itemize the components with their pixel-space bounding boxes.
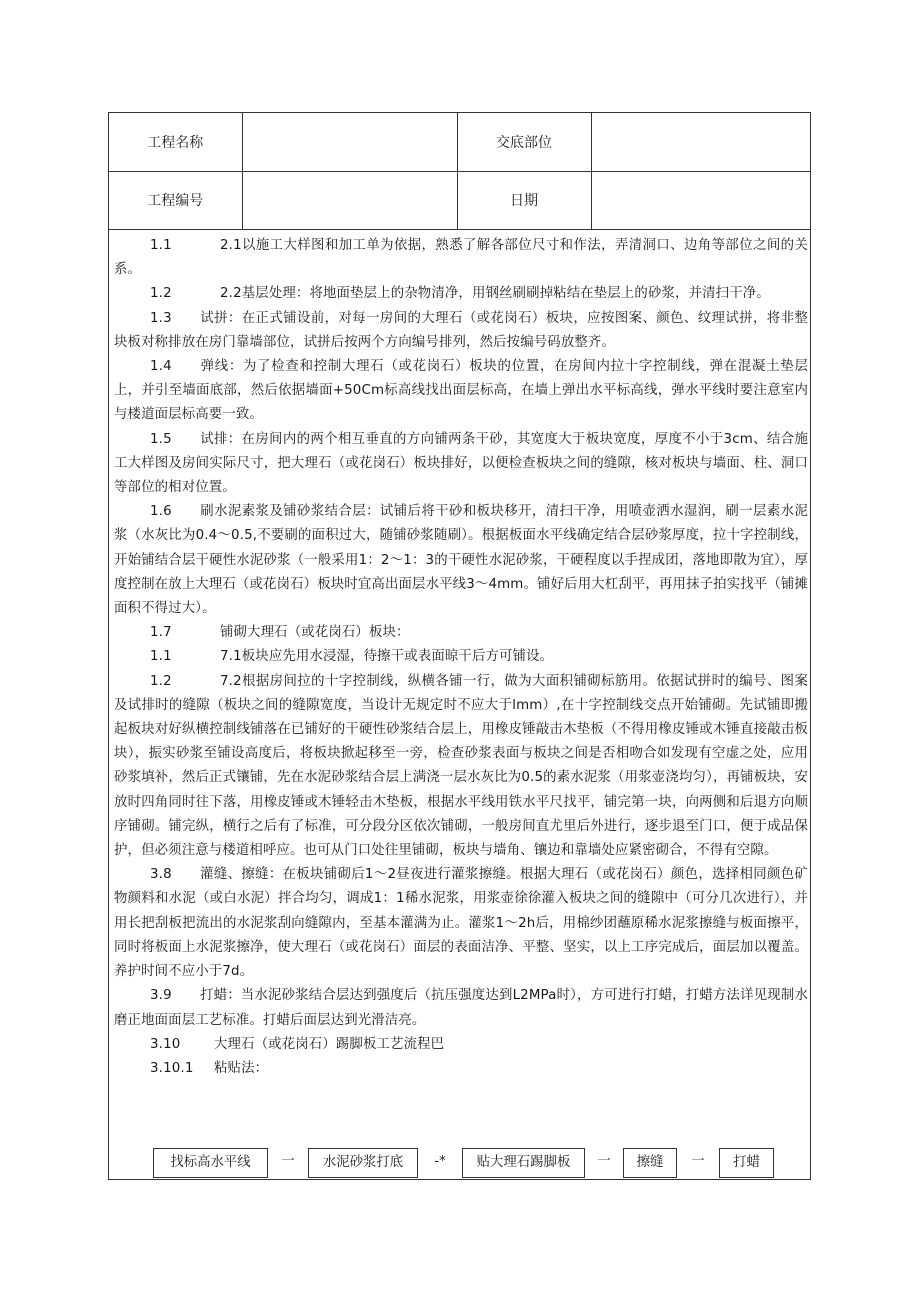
disclosure-location-value[interactable] bbox=[591, 113, 810, 171]
paragraph-text: 基层处理：将地面垫层上的杂物清净，用钢丝刷刷掉粘结在垫层上的砂浆，并清扫干净。 bbox=[241, 286, 770, 302]
flow-step-waxing: 打蜡 bbox=[719, 1148, 774, 1178]
project-name-label: 工程名称 bbox=[109, 113, 242, 171]
clause-number: 1.3 bbox=[150, 310, 172, 326]
paragraph bbox=[114, 863, 808, 984]
paragraph-text: 粘贴法： bbox=[214, 1060, 269, 1076]
paragraph bbox=[114, 500, 808, 621]
clause-number: 1.7 bbox=[150, 625, 172, 641]
paragraph bbox=[114, 1057, 808, 1081]
clause-number: 1.1 bbox=[150, 649, 172, 665]
paragraph-text: 打蜡：当水泥砂浆结合层达到强度后（抗压强度达到L2MPa时），方可进行打蜡，打蜡方法详见现制水磨正地面面层工艺标准。打蜡后面层达到光滑洁亮。 bbox=[114, 988, 808, 1028]
flow-arrow: -* bbox=[434, 1154, 446, 1169]
flow-step-joint-wipe: 擦缝 bbox=[623, 1148, 677, 1178]
paragraph-text: 以施工大样图和加工单为依据，熟悉了解各部位尺寸和作法，弄清洞口、边角等部位之间的关系。 bbox=[114, 238, 808, 278]
paragraph bbox=[114, 645, 808, 669]
paragraph bbox=[114, 1033, 808, 1057]
header-table bbox=[109, 113, 810, 230]
project-number-value[interactable] bbox=[242, 171, 457, 229]
disclosure-location-label: 交底部位 bbox=[457, 113, 591, 171]
clause-number: 1.6 bbox=[150, 504, 172, 520]
clause-number: 1.4 bbox=[150, 359, 172, 375]
clause-number: 1.2 bbox=[150, 673, 172, 689]
header-row-1 bbox=[109, 113, 810, 171]
paragraph-text: 弹线：为了检查和控制大理石（或花岗石）板块的位置，在房间内拉十字控制线，弹在混凝土垫层上，并引至墙面底部，然后依据墙面+50Cm标高线找出面层标高，在墙上弹出水平标高线，弹水平线时要注意室内与楼道面层标高要一致。 bbox=[114, 359, 808, 423]
flow-arrow: 一 bbox=[281, 1154, 295, 1169]
project-name-value[interactable] bbox=[242, 113, 457, 171]
paragraph bbox=[114, 621, 808, 645]
flow-step-level-line: 找标高水平线 bbox=[153, 1148, 268, 1178]
paragraph bbox=[114, 670, 808, 864]
header-row-2 bbox=[109, 171, 810, 229]
clause-sub-number: 7.2 bbox=[220, 673, 242, 689]
clause-number: 3.10 bbox=[150, 1036, 181, 1052]
paragraph bbox=[114, 984, 808, 1032]
paragraph-text: 试排：在房间内的两个相互垂直的方向铺两条干砂，其宽度大于板块宽度，厚度不小于3cm、结合施工大样图及房间实际尺寸，把大理石（或花岗石）板块排好，以便检查板块之间的缝隙，核对板块与墙面、柱、洞口等部位的相对位置。 bbox=[114, 431, 808, 496]
date-label: 日期 bbox=[457, 171, 591, 229]
paragraph-text: 铺砌大理石（或花岗石）板块： bbox=[220, 625, 410, 641]
paragraph-text: 大理石（或花岗石）踢脚板工艺流程巴 bbox=[214, 1036, 445, 1052]
clause-number: 1.1 bbox=[150, 238, 172, 253]
date-value[interactable] bbox=[591, 171, 810, 229]
paragraph bbox=[114, 355, 808, 428]
paragraph bbox=[114, 282, 808, 306]
clause-number: 3.8 bbox=[150, 867, 172, 883]
clause-number: 3.9 bbox=[150, 988, 172, 1004]
process-flow bbox=[109, 1148, 810, 1178]
paragraph-text: 根据房间拉的十字控制线，纵横各铺一行，做为大面积铺砌标筋用。依据试拼时的编号、图案及试排时的缝隙（板块之间的缝隙宽度，当设计无规定时不应大于lmm）,在十字控制线交点开始铺砌。先试铺即搬起板块对好纵横控制线铺落在已铺好的干硬性砂浆结合层上，用橡皮锤敲击木垫板（不得用橡皮锤或木锤直接敲击板块），振实砂浆至铺设高度后，将板块掀起移至一旁，检查砂浆表面与板块之间是否相吻合如发现有空虚之处，应用砂浆填补，然后正式镶铺，先在水泥砂浆结合层上满浇一层水灰比为0.5的素水泥浆（用浆壶浇均匀），再铺板块，安放时四角同时往下落，用橡皮锤或木锤轻击木垫板，根据水平线用铁水平尺找平，铺完第一块，向两侧和后退方向顺序铺砌。铺完纵，横行之后有了标准，可分段分区依次铺砌，一般房间直尤里后外进行，逐步退至门口，便于成品保护，但必须注意与楼道相呼应。也可从门口处往里铺砌，板块与墙角、镶边和靠墙处应紧密砌合，不得有空隙。 bbox=[114, 673, 808, 859]
flow-arrow: 一 bbox=[691, 1154, 705, 1169]
flow-arrow: 一 bbox=[597, 1154, 611, 1169]
project-number-label: 工程编号 bbox=[109, 171, 242, 229]
paragraph-text: 刷水泥素浆及铺砂浆结合层：试铺后将干砂和板块移开，清扫干净，用喷壶洒水湿润，刷一层素水泥浆（水灰比为0.4～0.5,不要刷的面积过大，随铺砂浆随刷）。根据板面水平线确定结合层砂浆厚度，拉十字控制线，开始铺结合层干硬性水泥砂浆（一般采用1：2～1：3的干硬性水泥砂浆，干硬程度以手捏成团，落地即散为宜），厚度控制在放上大理石（或花岗石）板块时宜高出面层水平线3～4mm。铺好后用大杠刮平，再用抹子拍实找平（铺摊面积不得过大）。 bbox=[114, 504, 808, 617]
flow-step-mortar-base: 水泥砂浆打底 bbox=[308, 1148, 418, 1178]
paragraph bbox=[114, 428, 808, 501]
disclosure-form bbox=[108, 112, 811, 1180]
paragraph bbox=[114, 307, 808, 355]
clause-number: 1.5 bbox=[150, 431, 172, 447]
clause-number: 1.2 bbox=[150, 286, 172, 302]
paragraph-text: 灌缝、擦缝：在板块铺砌后1～2昼夜进行灌浆擦缝。根据大理石（或花岗石）颜色，选择相同颜色矿物颜料和水泥（或白水泥）拌合均匀，调成1：1稀水泥浆，用浆壶徐徐灌入板块之间的缝隙中（可分几次进行），并用长把刮板把流出的水泥浆刮向缝隙内，至基本灌满为止。灌浆1～2h后，用棉纱团蘸原稀水泥浆擦缝与板面擦平，同时将板面上水泥浆擦净，使大理石（或花岗石）面层的表面洁净、平整、坚实，以上工序完成后，面层加以覆盖。养护时间不应小于7d。 bbox=[114, 867, 808, 980]
paragraph bbox=[114, 234, 808, 282]
flow-step-paste-skirting: 贴大理石踢脚板 bbox=[462, 1148, 585, 1178]
paragraph-text: 试拼：在正式铺设前，对每一房间的大理石（或花岗石）板块，应按图案、颜色、纹理试拼，将非整块板对称排放在房门靠墙部位，试拼后按两个方向编号排列，然后按编号码放整齐。 bbox=[114, 310, 808, 350]
clause-sub-number: 2.1 bbox=[220, 238, 242, 253]
content-body bbox=[114, 234, 808, 1081]
paragraph-text: 板块应先用水浸湿，待擦干或表面晾干后方可铺设。 bbox=[241, 649, 554, 665]
clause-number: 3.10.1 bbox=[150, 1060, 194, 1076]
clause-sub-number: 7.1 bbox=[220, 649, 242, 665]
clause-sub-number: 2.2 bbox=[220, 286, 242, 302]
